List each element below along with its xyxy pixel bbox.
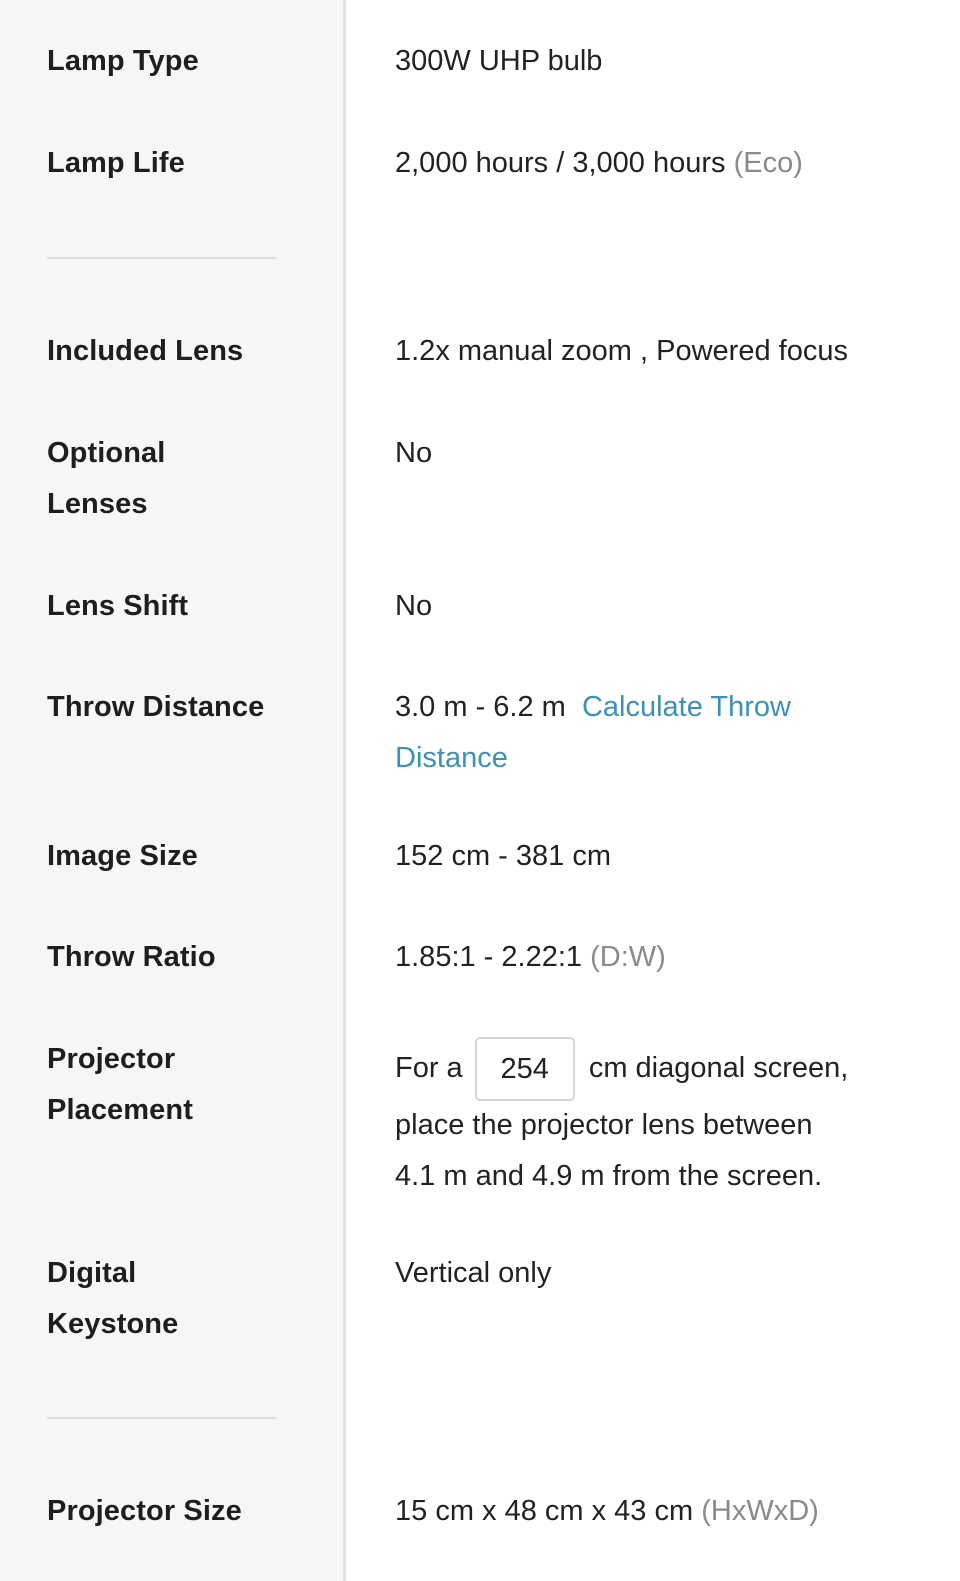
projector-placement-label-line1: Projector <box>47 1043 176 1075</box>
placement-line2: place the projector lens between <box>395 1109 813 1141</box>
lens-shift-value: No <box>395 590 433 622</box>
calculate-throw-distance-link-cont[interactable]: Distance <box>395 742 508 774</box>
throw-distance-value-row <box>395 682 915 784</box>
throw-ratio-value: 1.85:1 - 2.22:1 <box>395 941 583 973</box>
section-divider <box>47 1417 276 1419</box>
projector-size-label: Projector Size <box>47 1495 242 1527</box>
lamp-life-value: 2,000 hours / 3,000 hours <box>395 147 726 179</box>
lamp-life-value-row <box>395 138 915 189</box>
lamp-life-eco-note: (Eco) <box>733 147 803 179</box>
throw-distance-value: 3.0 m - 6.2 m <box>395 691 566 723</box>
projector-size-note: (HxWxD) <box>701 1495 819 1527</box>
projector-placement-value <box>395 1036 915 1202</box>
throw-ratio-value-row <box>395 932 915 983</box>
digital-keystone-value: Vertical only <box>395 1257 552 1289</box>
throw-ratio-note: (D:W) <box>590 941 666 973</box>
digital-keystone-label <box>47 1248 178 1350</box>
placement-prefix: For a <box>395 1052 463 1084</box>
lamp-type-label: Lamp Type <box>47 45 199 77</box>
placement-line3: 4.1 m and 4.9 m from the screen. <box>395 1160 823 1192</box>
digital-keystone-label-line1: Digital <box>47 1257 137 1289</box>
throw-distance-label: Throw Distance <box>47 691 265 723</box>
projector-size-value-row <box>395 1486 915 1537</box>
screen-diagonal-input[interactable] <box>475 1037 575 1101</box>
throw-ratio-label: Throw Ratio <box>47 941 216 973</box>
included-lens-label: Included Lens <box>47 335 244 367</box>
lens-shift-label: Lens Shift <box>47 590 189 622</box>
optional-lenses-label-line1: Optional <box>47 437 166 469</box>
calculate-throw-distance-link[interactable]: Calculate Throw <box>581 691 791 723</box>
image-size-value: 152 cm - 381 cm <box>395 840 611 872</box>
lamp-life-label: Lamp Life <box>47 147 185 179</box>
included-lens-value: 1.2x manual zoom , Powered focus <box>395 335 848 367</box>
digital-keystone-label-line2: Keystone <box>47 1308 179 1340</box>
projector-size-value: 15 cm x 48 cm x 43 cm <box>395 1495 694 1527</box>
optional-lenses-label-line2: Lenses <box>47 488 148 520</box>
image-size-label: Image Size <box>47 840 198 872</box>
placement-suffix: cm diagonal screen, <box>588 1052 849 1084</box>
optional-lenses-value: No <box>395 437 433 469</box>
section-divider <box>47 257 276 259</box>
projector-placement-label <box>47 1034 193 1136</box>
lamp-type-value: 300W UHP bulb <box>395 45 603 77</box>
optional-lenses-label <box>47 428 165 530</box>
projector-placement-label-line2: Placement <box>47 1094 193 1126</box>
